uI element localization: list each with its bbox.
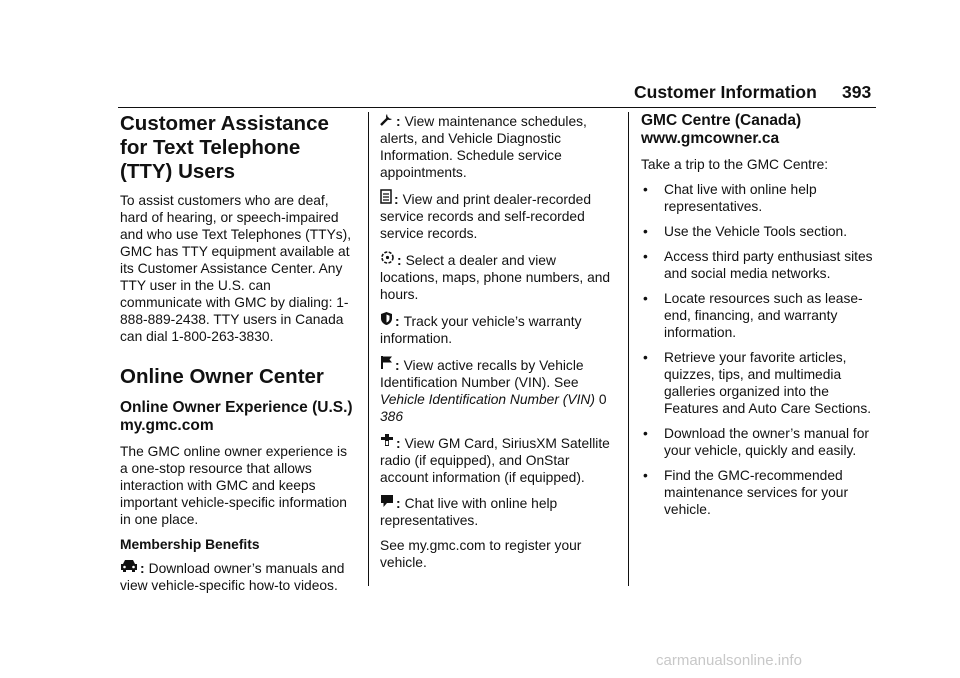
- membership-benefits-label: Membership Benefits: [120, 537, 260, 552]
- bullet: •: [643, 350, 648, 365]
- running-header-title: Customer Information: [634, 82, 817, 102]
- gmc-centre-intro: Take a trip to the GMC Centre:: [641, 157, 829, 172]
- colon: :: [394, 192, 399, 207]
- bullet: •: [643, 291, 648, 306]
- map-pin-icon: [380, 250, 395, 269]
- benefit-maintenance-text: View maintenance schedules, alerts, and Vehicle Diagnostic Information. Schedule service appointments.: [380, 114, 587, 180]
- list-item: • Use the Vehicle Tools section.: [643, 224, 848, 239]
- column-divider: [368, 112, 369, 586]
- heading-gmc-centre: GMC Centre (Canada) www.gmcowner.ca: [641, 112, 802, 147]
- benefit-recalls-text: View active recalls by Vehicle Identification Number (VIN). See: [380, 358, 584, 390]
- benefit-manuals-text: Download owner’s manuals and view vehicle-specific how-to videos.: [120, 561, 345, 593]
- chat-bubble-icon: [380, 494, 394, 512]
- recall-reference[interactable]: Vehicle Identification Number (VIN): [380, 392, 595, 407]
- list-item: • Chat live with online help representatives.: [643, 182, 817, 214]
- list-item: • Locate resources such as lease-end, financing, and warranty information.: [643, 291, 863, 340]
- gmc-centre-list: [641, 181, 881, 518]
- subheading-online-owner-experience: Online Owner Experience (U.S.) my.gmc.com: [120, 399, 353, 434]
- benefit-dealer-locator: [380, 250, 614, 303]
- paragraph-online-owner: The GMC online owner experience is a one-stop resource that allows interaction with GMC and keeps important vehicle-specific information in one place.: [120, 444, 347, 527]
- column-divider: [628, 112, 629, 586]
- heading-online-owner-center: Online Owner Center: [120, 365, 324, 388]
- colon: :: [396, 114, 401, 129]
- benefit-accounts-text: View GM Card, SiriusXM Satellite radio (if equipped), and OnStar account information (if equipped).: [380, 436, 610, 485]
- bullet: •: [643, 249, 648, 264]
- benefit-chat-text: Chat live with online help representatives.: [380, 496, 558, 528]
- wrench-icon: [380, 112, 394, 130]
- list-item: • Download the owner’s manual for your vehicle, quickly and easily.: [643, 426, 870, 458]
- paragraph-tty: To assist customers who are deaf, hard of hearing, or speech-impaired and who use Text Telephones (TTYs), GMC has TTY equipment available at its Customer Assistance Center. Any TTY user in the U.S. can communicate with GMC by dialing: 1-888-889-2438. TTY users in Canada can dial 1-800-263-3830.: [120, 193, 352, 344]
- watermark: carmanualsonline.info: [656, 652, 802, 669]
- benefit-warranty: [380, 311, 614, 347]
- page-number: 393: [842, 82, 872, 102]
- column-middle: [380, 112, 614, 579]
- colon: :: [140, 561, 145, 576]
- header-rule: [118, 107, 876, 108]
- list-item: • Access third party enthusiast sites and social media networks.: [643, 249, 873, 281]
- heading-tty: Customer Assistance for Text Telephone (TTY) Users: [120, 112, 329, 183]
- bullet: •: [643, 182, 648, 197]
- benefit-manuals: [120, 559, 356, 594]
- benefit-warranty-text: Track your vehicle’s warranty information.: [380, 314, 582, 346]
- benefit-service-records: [380, 189, 614, 242]
- flag-icon: [380, 355, 393, 374]
- bullet: •: [643, 426, 648, 441]
- colon: :: [396, 496, 401, 511]
- register-text: See my.gmc.com to register your vehicle.: [380, 538, 582, 570]
- benefit-maintenance: [380, 112, 614, 181]
- benefit-chat: [380, 494, 614, 529]
- benefit-dealer-locator-text: Select a dealer and view locations, maps, phone numbers, and hours.: [380, 253, 611, 302]
- column-right: [641, 112, 881, 526]
- list-item: • Find the GMC-recommended maintenance services for your vehicle.: [643, 468, 849, 517]
- benefit-recalls: [380, 355, 614, 425]
- benefit-service-records-text: View and print dealer-recorded service records and self-recorded service records.: [380, 192, 592, 241]
- bullet: •: [643, 468, 648, 483]
- colon: :: [397, 253, 402, 268]
- bullet: •: [643, 224, 648, 239]
- recall-reference-page[interactable]: 386: [380, 409, 404, 424]
- colon: :: [395, 358, 400, 373]
- shield-icon: [380, 311, 393, 330]
- page-ref-symbol: 0: [598, 392, 607, 407]
- document-icon: [380, 189, 392, 208]
- column-left: [120, 112, 356, 602]
- car-front-icon: [120, 559, 138, 577]
- colon: :: [396, 436, 401, 451]
- benefit-accounts: [380, 433, 614, 486]
- list-item: • Retrieve your favorite articles, quizzes, tips, and multimedia galleries organized into the Features and Auto Care Sections.: [643, 350, 872, 416]
- accounts-icon: [380, 433, 394, 452]
- colon: :: [395, 314, 400, 329]
